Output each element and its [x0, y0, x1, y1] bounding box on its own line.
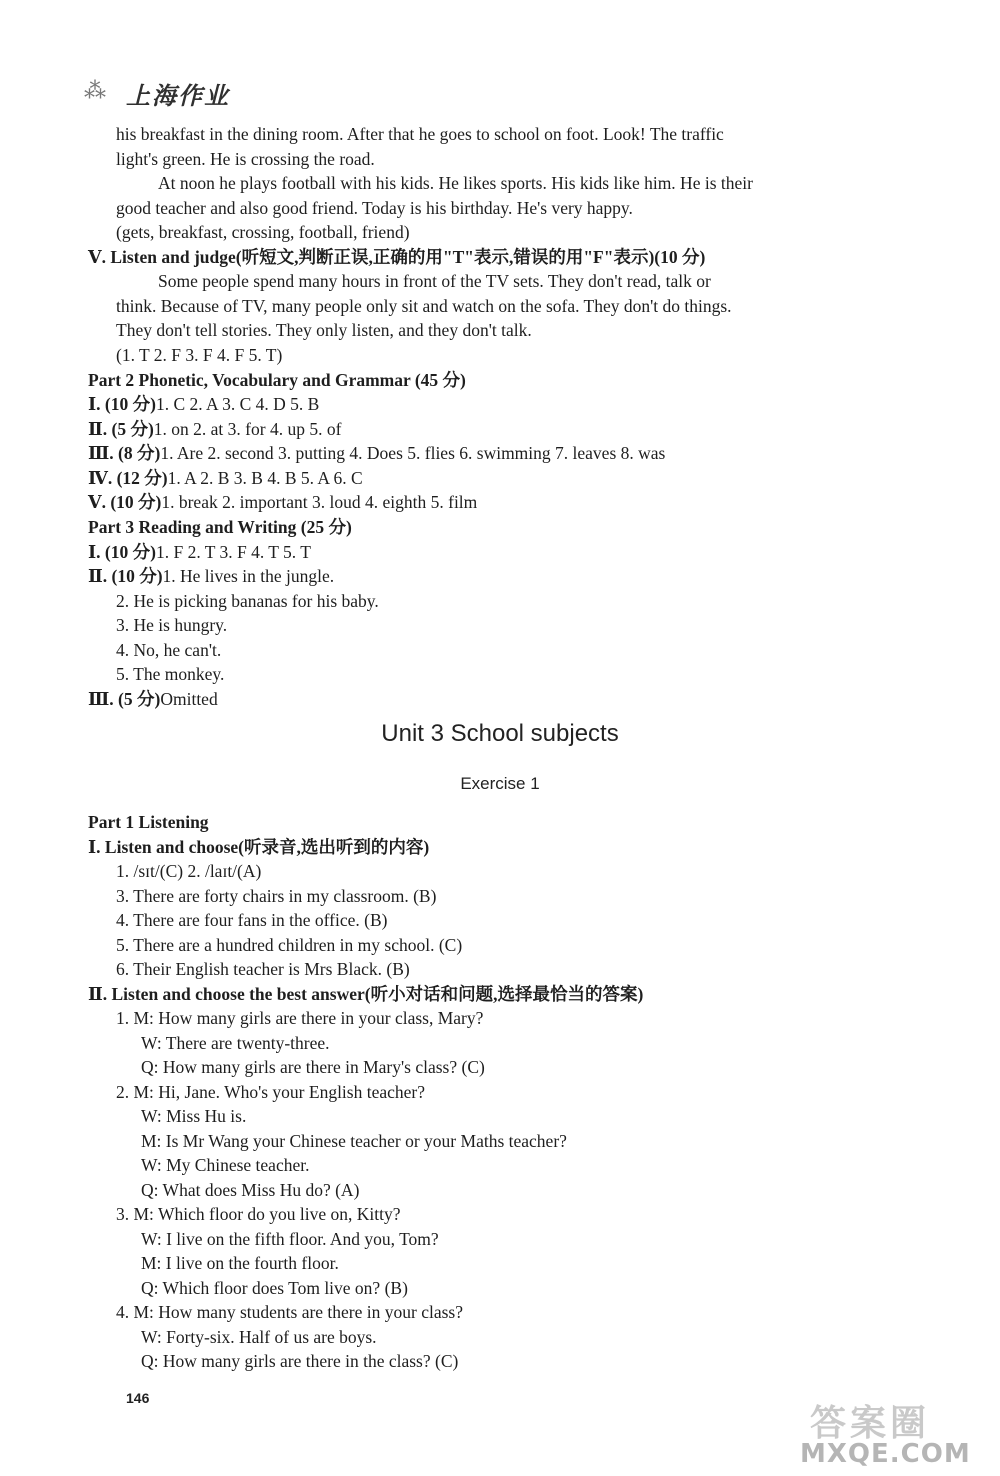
answer-row: [88, 466, 363, 490]
answer-values: 1. on 2. at 3. for 4. up 5. of: [153, 419, 342, 439]
dialogue-line: W: Forty-six. Half of us are boys.: [141, 1327, 377, 1347]
answer-values: 1. break 2. important 3. loud 4. eighth 5. film: [161, 492, 478, 512]
answer-line: (gets, breakfast, crossing, football, friend): [116, 222, 410, 242]
unit-title: Unit 3 School subjects: [381, 720, 619, 747]
passage-line: They don't tell stories. They only listen, and they don't talk.: [116, 320, 532, 340]
answer-line: 4. No, he can't.: [116, 640, 222, 660]
answer-row: [88, 490, 477, 514]
answer-line: 5. There are a hundred children in my school. (C): [116, 935, 463, 955]
answer-row: [88, 540, 311, 564]
answer-values: 1. F 2. T 3. F 4. T 5. T: [155, 542, 311, 562]
section-heading: Ⅰ. Listen and choose(听录音,选出听到的内容): [88, 837, 430, 857]
section-heading: Ⅴ. Listen and judge(听短文,判断正误,正确的用"T"表示,错误的用"F"表示)(10 分): [88, 247, 706, 267]
answer-line: 3. There are forty chairs in my classroom. (B): [116, 886, 437, 906]
answer-line: 1. /sɪt/(C) 2. /laɪt/(A): [116, 861, 262, 881]
dialogue-line: Q: What does Miss Hu do? (A): [141, 1180, 360, 1200]
answer-values: 1. A 2. B 3. B 4. B 5. A 6. C: [167, 468, 363, 488]
dialogue-line: 4. M: How many students are there in your class?: [116, 1302, 464, 1322]
answer-label: Ⅰ. (10 分): [88, 542, 156, 562]
bird-logo-icon: ⁂: [84, 78, 106, 103]
answer-row: [88, 417, 341, 441]
answer-values: Omitted: [160, 689, 218, 709]
section-heading: Ⅱ. Listen and choose the best answer(听小对话和问题,选择最恰当的答案): [88, 984, 644, 1004]
answer-line: 2. He is picking bananas for his baby.: [116, 591, 379, 611]
dialogue-line: Q: How many girls are there in the class? (C): [141, 1351, 459, 1371]
answer-line: 4. There are four fans in the office. (B): [116, 910, 388, 930]
answer-values: 1. He lives in the jungle.: [162, 566, 335, 586]
answer-line: 6. Their English teacher is Mrs Black. (B): [116, 959, 410, 979]
part-heading: Part 3 Reading and Writing (25 分): [88, 517, 352, 537]
dialogue-line: 1. M: How many girls are there in your class, Mary?: [116, 1008, 484, 1028]
page-header: [84, 70, 384, 112]
answer-row: [88, 564, 334, 588]
exercise-title: Exercise 1: [460, 774, 540, 793]
answer-row: [88, 687, 218, 711]
answer-label: Ⅱ. (5 分): [88, 419, 154, 439]
answer-label: Ⅱ. (10 分): [88, 566, 163, 586]
dialogue-line: Q: Which floor does Tom live on? (B): [141, 1278, 408, 1298]
answer-line: (1. T 2. F 3. F 4. F 5. T): [116, 345, 283, 365]
dialogue-line: Q: How many girls are there in Mary's class? (C): [141, 1057, 485, 1077]
dialogue-line: W: I live on the fifth floor. And you, Tom?: [141, 1229, 439, 1249]
dialogue-line: M: I live on the fourth floor.: [141, 1253, 339, 1273]
answer-label: Ⅴ. (10 分): [88, 492, 162, 512]
answer-row: [88, 441, 665, 465]
passage-line: think. Because of TV, many people only sit and watch on the sofa. They don't do things.: [116, 296, 732, 316]
dialogue-line: W: My Chinese teacher.: [141, 1155, 310, 1175]
watermark-logo: 答案圈: [810, 1403, 931, 1444]
answer-label: Ⅳ. (12 分): [88, 468, 168, 488]
book-title: 上海作业: [126, 82, 230, 110]
answer-values: 1. C 2. A 3. C 4. D 5. B: [155, 394, 320, 414]
passage-line: Some people spend many hours in front of the TV sets. They don't read, talk or: [158, 271, 711, 291]
passage-line: good teacher and also good friend. Today is his birthday. He's very happy.: [116, 198, 633, 218]
answer-line: 3. He is hungry.: [116, 615, 228, 635]
dialogue-line: M: Is Mr Wang your Chinese teacher or your Maths teacher?: [141, 1131, 567, 1151]
answer-line: 5. The monkey.: [116, 664, 225, 684]
dialogue-line: 3. M: Which floor do you live on, Kitty?: [116, 1204, 401, 1224]
part-heading: Part 2 Phonetic, Vocabulary and Grammar (45 分): [88, 370, 466, 390]
answer-values: 1. Are 2. second 3. putting 4. Does 5. flies 6. swimming 7. leaves 8. was: [160, 443, 666, 463]
answer-label: Ⅰ. (10 分): [88, 394, 156, 414]
passage-line: light's green. He is crossing the road.: [116, 149, 375, 169]
watermark: [800, 1395, 975, 1470]
passage-line: his breakfast in the dining room. After that he goes to school on foot. Look! The traffic: [116, 124, 724, 144]
answer-label: Ⅲ. (5 分): [88, 689, 161, 709]
dialogue-line: W: There are twenty-three.: [141, 1033, 330, 1053]
answer-label: Ⅲ. (8 分): [88, 443, 161, 463]
part-heading: Part 1 Listening: [88, 812, 209, 832]
page-number: 146: [126, 1390, 150, 1406]
watermark-text: MXQE.COM: [800, 1439, 971, 1469]
passage-line: At noon he plays football with his kids. He likes sports. His kids like him. He is their: [158, 173, 753, 193]
dialogue-line: W: Miss Hu is.: [141, 1106, 247, 1126]
dialogue-line: 2. M: Hi, Jane. Who's your English teacher?: [116, 1082, 426, 1102]
answer-row: [88, 392, 319, 416]
